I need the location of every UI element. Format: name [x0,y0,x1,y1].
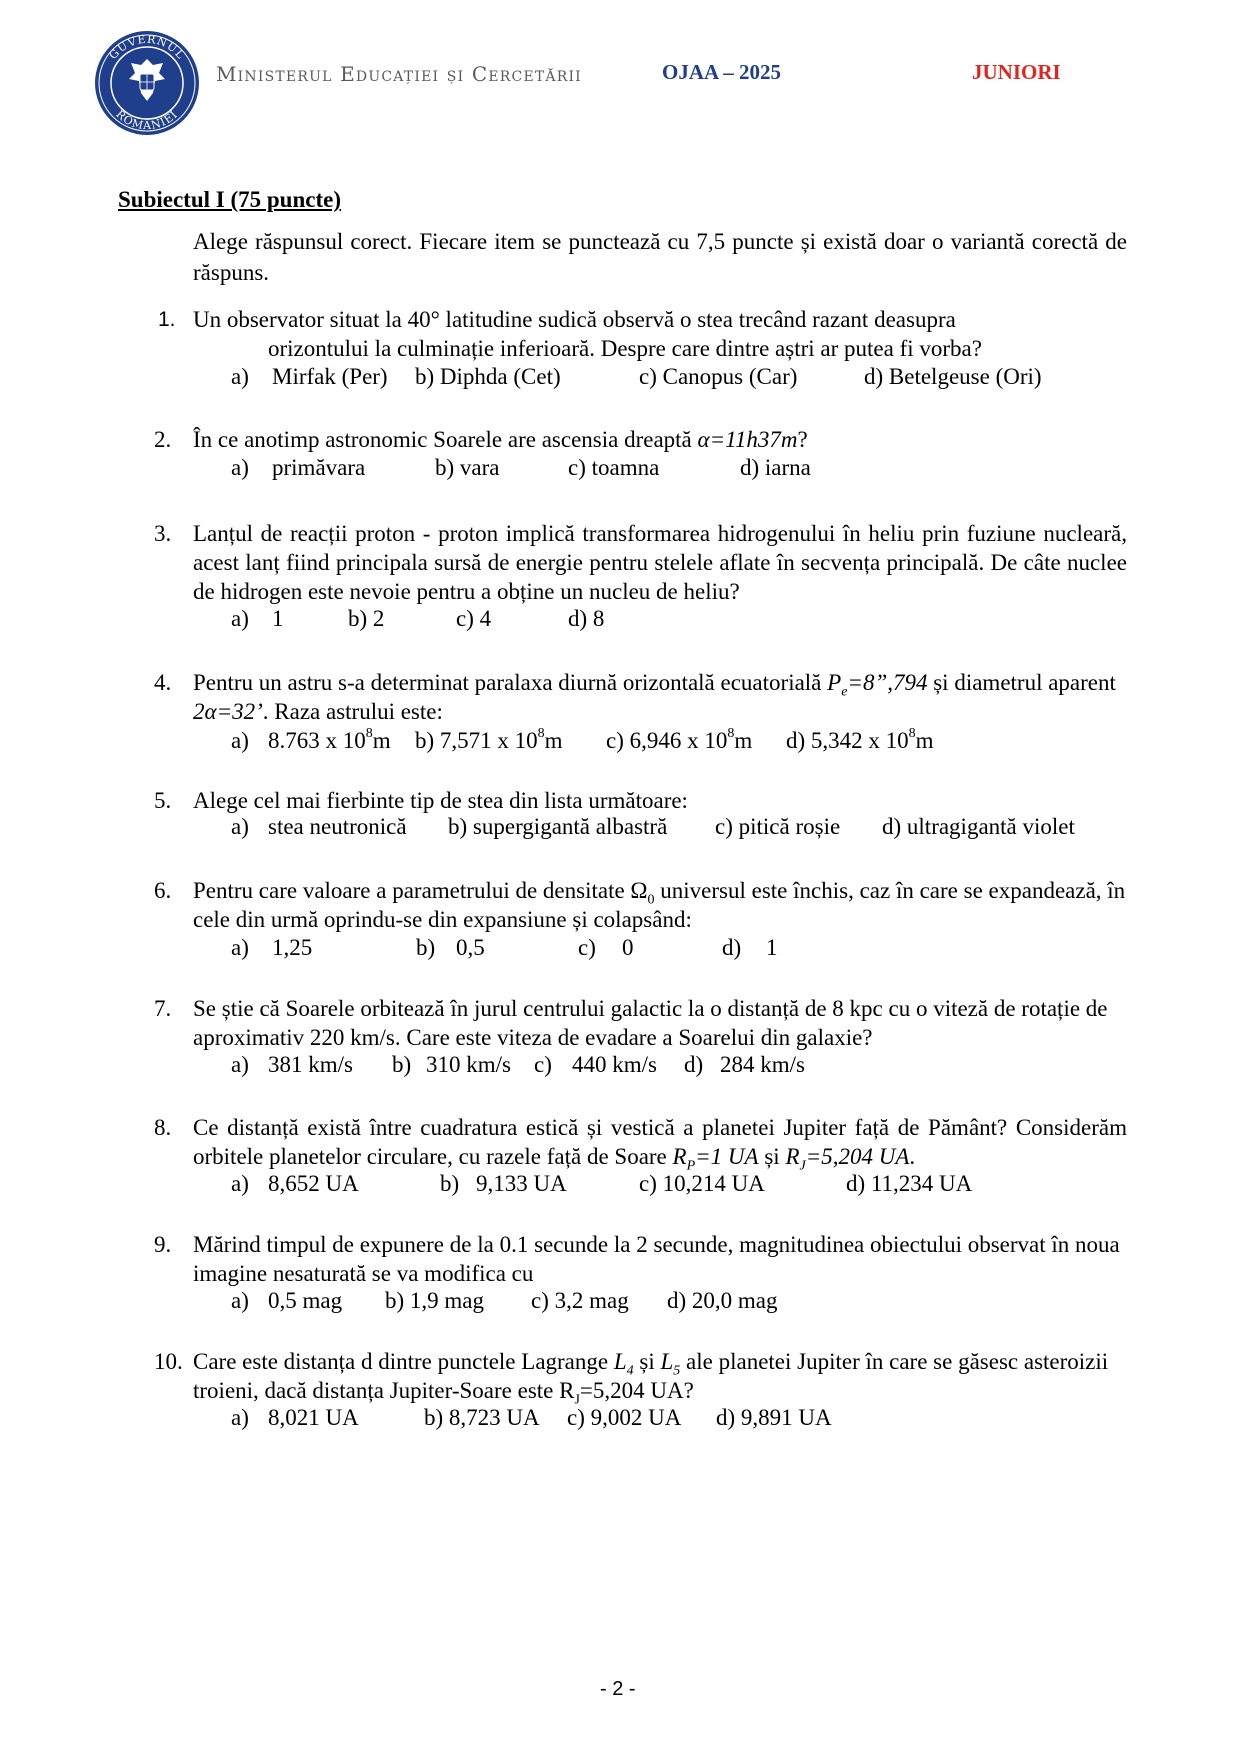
answer-c[interactable] [606,728,752,754]
lagrange-subscript: 5 [673,1363,681,1379]
question-text: Se știe că Soarele orbitează în jurul centrului galactic la o distanță de 8 kpc cu o viteză de rotație de aproximativ 220 km/s. Care este viteza de evadare a Soarelui din galaxie? [193,996,1108,1050]
answer-d[interactable]: d) 9,891 UA [716,1405,832,1430]
density-subscript: 0 [647,892,655,908]
question-number: 9. [154,1232,172,1257]
question-text-part: Ce distanță există între cuadratura estică și vestică a planetei Jupiter față de Pământ? Considerăm orbitele planetelor circulare, cu razele față de Soare [193,1115,1127,1169]
answer-b[interactable]: b) [416,935,436,960]
ministry-name: Ministerul Educației și Cercetării [216,62,582,86]
answer-options-6 [0,935,1241,964]
question-text-part: ? [797,427,808,452]
answer-a-label: a) [231,728,249,753]
page-number: - 2 - [600,1678,636,1700]
answer-c[interactable]: c) toamna [568,455,660,480]
answer-options-9 [0,1288,1241,1317]
unit: m [734,728,753,753]
question-number: 3. [154,521,172,546]
answer-a[interactable]: a) [231,606,249,631]
answer-a[interactable] [231,728,249,754]
answer-b-text[interactable]: 310 km/s [426,1052,511,1077]
question-text-part: și [633,1349,661,1374]
answer-a-text[interactable]: Mirfak (Per) [272,364,388,389]
radius-subscript: P [686,1158,696,1174]
answer-a-text[interactable]: 8,021 UA [268,1405,359,1430]
answer-d[interactable]: d) iarna [740,455,811,480]
answer-c[interactable]: c) pitică roșie [715,814,841,839]
question-text-part: Pentru un astru s-a determinat paralaxa diurnă orizontală ecuatorială [193,670,828,695]
answer-options-7 [0,1052,1241,1081]
right-ascension-value: α=11h37m [697,427,798,452]
answer-c-text[interactable]: 0 [622,935,634,960]
answer-options-1 [0,364,1241,393]
exponent: 8 [908,726,916,742]
answer-b[interactable]: b) [392,1052,412,1077]
answer-b[interactable]: b) vara [435,455,500,480]
section-instructions: Alege răspunsul corect. Fiecare item se punctează cu 7,5 puncte și există doar o variantă corectă de răspuns. [193,229,1127,285]
answer-c-value: c) 6,946 x 10 [606,728,728,753]
radius-symbol: R [785,1144,800,1169]
answer-c[interactable]: c) [578,935,596,960]
answer-options-3 [0,606,1241,635]
answer-d-value: d) 5,342 x 10 [786,728,909,753]
answer-a-text[interactable]: 0,5 mag [268,1288,343,1313]
question-number: 8. [154,1115,172,1140]
answer-c-text[interactable]: 440 km/s [572,1052,657,1077]
answer-d[interactable]: d) [684,1052,704,1077]
question-text: Mărind timpul de expunere de la 0.1 secunde la 2 secunde, magnitudinea obiectului observat în noua imagine nesaturată se va modifica cu [193,1232,1120,1286]
exponent: 8 [727,726,735,742]
question-number: 4. [154,670,172,695]
answer-c[interactable]: c) 4 [456,606,492,631]
question-text-part: universul este închis, caz în care se expandează, în cele din urmă oprindu-se din expansiune și colapsând: [193,878,1126,932]
answer-d[interactable]: d) ultragigantă violet [882,814,1075,839]
answer-d[interactable]: d) 20,0 mag [667,1288,778,1313]
question-text-part: și diametrul aparent [927,670,1116,695]
answer-c[interactable]: c) 10,214 UA [639,1171,765,1196]
question-text: Alege cel mai fierbinte tip de stea din lista următoare: [193,788,688,813]
question-text [193,425,1127,454]
question-text-part: . Raza astrului este: [262,699,443,724]
answer-a-text[interactable]: 381 km/s [268,1052,353,1077]
answer-d[interactable] [786,728,934,754]
question-number: 2. [154,427,172,452]
page-header [0,0,1241,140]
answer-a[interactable]: a) [231,455,249,480]
question-text-part: =5,204 UA? [579,1378,694,1403]
answer-d[interactable]: d) [722,935,742,960]
question-text [193,1113,1127,1174]
radius-subscript: J [799,1158,806,1174]
answer-options-5 [0,814,1241,843]
lagrange-subscript: 4 [626,1363,634,1379]
parallax-value: =8”,794 [847,670,928,695]
government-seal-logo [93,29,201,137]
question-text-part: Care este distanța d dintre punctele Lagrange [193,1349,614,1374]
answer-a[interactable]: a) [231,1405,249,1430]
question-text: Lanțul de reacții proton - proton implică transformarea hidrogenului în heliu prin fuziune nucleară, acest lanț fiind principala sursă de energie pentru stelele aflate în secvența principală. De câte nuclee de hidrogen este nevoie pentru a obține un nucleu de heliu? [193,521,1127,604]
answer-b[interactable]: b) [440,1171,460,1196]
answer-d[interactable]: d) Betelgeuse (Ori) [864,364,1042,389]
answer-a-text[interactable]: stea neutronică [268,814,407,839]
answer-a-text[interactable]: 1,25 [272,935,313,960]
answer-a-text[interactable]: 8,652 UA [268,1171,359,1196]
answer-b-text[interactable]: 9,133 UA [476,1171,567,1196]
parallax-subscript: e [841,684,848,700]
answer-c[interactable]: c) 9,002 UA [567,1405,682,1430]
radius-symbol: R [672,1144,687,1169]
question-text [193,1347,1127,1408]
answer-b[interactable]: b) Diphda (Cet) [415,364,561,389]
answer-b[interactable]: b) 1,9 mag [385,1288,485,1313]
apparent-diameter-value: 2α=32’ [193,699,263,724]
unit: m [544,728,563,753]
question-text [193,876,1127,934]
question-text-part: ale planetei Jupiter în care se găsesc asteroizii troieni, dacă distanța Jupiter-Soare este R [193,1349,1109,1403]
answer-a[interactable]: a) [231,935,249,960]
question-text-line: orizontului la culminație inferioară. Despre care dintre aștri ar putea fi vorba? [268,336,982,361]
answer-a[interactable]: a) [231,814,249,839]
answer-b[interactable]: b) 2 [348,606,385,631]
question-text-part: În ce anotimp astronomic Soarele are ascensia dreaptă [193,427,698,452]
exponent: 8 [537,726,545,742]
question-text [193,305,1127,363]
exponent: 8 [365,726,373,742]
answer-b[interactable]: b) supergigantă albastră [448,814,668,839]
exam-title: OJAA – 2025 [662,60,782,84]
question-number: 5. [154,788,172,813]
answer-d-text[interactable]: 284 km/s [720,1052,805,1077]
answer-a[interactable]: a) [231,364,249,389]
answer-a[interactable]: a) [231,1171,249,1196]
lagrange-symbol: L [660,1349,674,1374]
unit: m [915,728,934,753]
question-text [193,668,1127,726]
radius-value: =1 UA [695,1144,759,1169]
answer-a[interactable]: a) [231,1052,249,1077]
answer-options-10 [0,1405,1241,1434]
section-title: Subiectul I (75 puncte) [118,187,341,212]
answer-c[interactable]: c) Canopus (Car) [639,364,798,389]
svg-text:GUVERNUL: GUVERNUL [106,32,188,62]
answer-d-text[interactable]: 1 [766,935,778,960]
parallax-symbol: P [827,670,842,695]
question-number: 6. [154,878,172,903]
answer-c[interactable]: c) 3,2 mag [531,1288,629,1313]
answer-options-2 [0,455,1241,484]
question-text-part: Pentru care valoare a parametrului de densitate Ω [193,878,648,903]
answer-a[interactable]: a) [231,1288,249,1313]
answer-b-value: b) 7,571 x 10 [415,728,538,753]
question-number: 1. [158,308,176,331]
answer-a-value: 8.763 x 10 [268,728,366,753]
answer-c[interactable]: c) [534,1052,552,1077]
answer-options-8 [0,1171,1241,1200]
lagrange-symbol: L [613,1349,627,1374]
question-text-part: . [909,1144,916,1169]
radius-subscript: J [574,1392,580,1408]
exam-level: JUNIORI [972,60,1061,84]
answer-a-text[interactable] [268,728,391,754]
radius-value: =5,204 UA [805,1144,910,1169]
unit: m [372,728,391,753]
question-number: 7. [154,996,172,1021]
question-text-part: și [758,1144,786,1169]
question-number: 10. [154,1349,183,1374]
answer-b[interactable] [415,728,563,754]
answer-a-text[interactable]: primăvara [272,455,366,480]
answer-b-text[interactable]: 0,5 [456,935,485,960]
question-text-line: Un observator situat la 40° latitudine sudică observă o stea trecând razant deasupra [193,307,956,332]
svg-text:ROMÂNIEI: ROMÂNIEI [113,107,181,133]
answer-options-4 [0,728,1241,757]
answer-b[interactable]: b) 8,723 UA [424,1405,540,1430]
answer-d[interactable]: d) 11,234 UA [846,1171,973,1196]
answer-a-text[interactable]: 1 [272,606,284,631]
answer-d[interactable]: d) 8 [568,606,605,631]
